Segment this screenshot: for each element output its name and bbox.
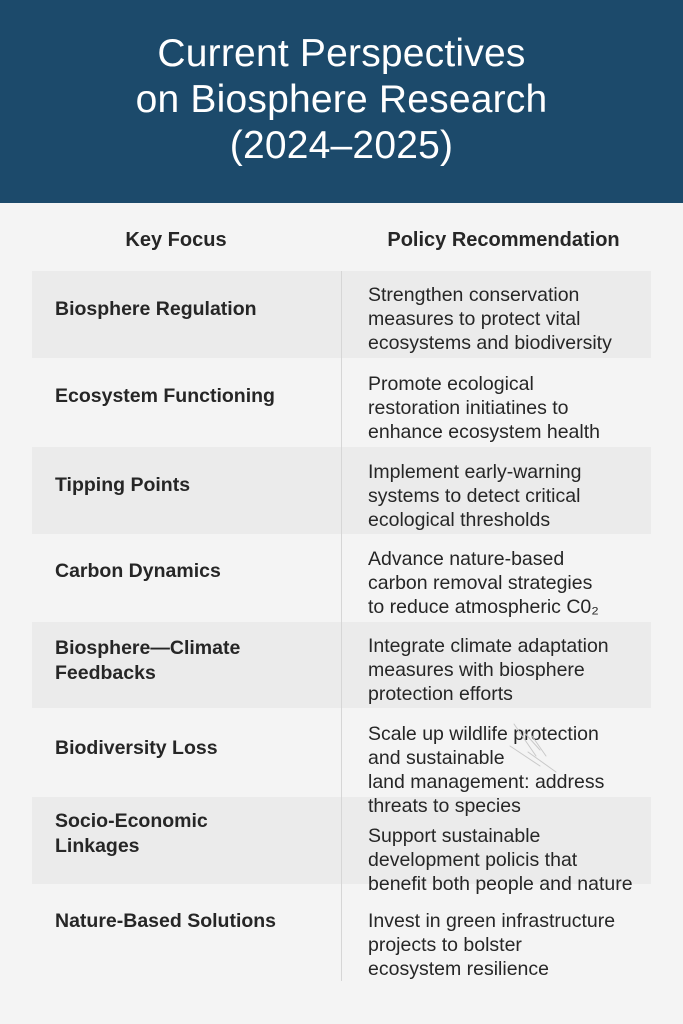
focus-text: Feedbacks <box>55 662 156 684</box>
table-row-7-policy <box>368 824 633 896</box>
focus-text: Carbon Dynamics <box>55 560 221 582</box>
policy-line: Strengthen conservation <box>368 284 580 306</box>
policy-line: enhance ecosystem health <box>368 421 600 443</box>
table-row-3-focus <box>55 473 190 498</box>
table-row-2-focus <box>55 384 275 409</box>
policy-line: measures with biosphere <box>368 659 585 681</box>
policy-line: to reduce atmospheric C0₂ <box>368 596 599 618</box>
table-row-6-policy <box>368 722 604 818</box>
focus-text: Ecosystem Functioning <box>55 385 275 407</box>
table-row-6-focus <box>55 736 218 761</box>
table-row-1-focus <box>55 297 257 322</box>
title-line-2: on Biosphere Research <box>135 77 548 121</box>
policy-line: restoration initiatines to <box>368 397 569 419</box>
policy-line: measures to protect vital <box>368 308 581 330</box>
policy-line: Advance nature-based <box>368 548 565 570</box>
table-row-8-focus <box>55 909 276 934</box>
policy-line: ecosystems and biodiversity <box>368 332 612 354</box>
policy-line: ecological thresholds <box>368 509 551 531</box>
table-row-5-policy <box>368 634 609 706</box>
table-row-1-policy <box>368 283 612 355</box>
title-banner <box>0 0 683 203</box>
policy-line: ecosystem resilience <box>368 958 549 980</box>
table-row-8-policy <box>368 909 615 981</box>
table-row-3-policy <box>368 460 582 532</box>
column-header-key-focus: Key Focus <box>125 229 227 251</box>
table-row-2-policy <box>368 372 600 444</box>
focus-text: Tipping Points <box>55 474 191 496</box>
policy-line: Scale up wildlife protection <box>368 723 599 745</box>
policy-line: land management: address <box>368 771 605 793</box>
policy-line: carbon removal strategies <box>368 572 593 594</box>
focus-text: Linkages <box>55 835 140 857</box>
policy-line: Integrate climate adaptation <box>368 635 609 657</box>
policy-line: threats to species <box>368 795 521 817</box>
policy-line: systems to detect critical <box>368 485 581 507</box>
page-title <box>136 31 548 169</box>
column-header-policy-recommendation: Policy Recommendation <box>387 229 620 251</box>
policy-line: Promote ecological <box>368 373 534 395</box>
title-line-1: Current Perspectives <box>157 31 526 75</box>
table-row-4-focus <box>55 559 221 584</box>
table-row-7-focus <box>55 809 208 859</box>
table-row-5-focus <box>55 636 240 686</box>
focus-text: Biosphere Regulation <box>55 298 257 320</box>
policy-line: benefit both people and nature <box>368 873 633 895</box>
column-divider <box>341 271 342 981</box>
policy-line: protection efforts <box>368 683 513 705</box>
policy-line: development policis that <box>368 849 578 871</box>
focus-text: Biodiversity Loss <box>55 737 218 759</box>
table-row-4-policy <box>368 547 599 619</box>
policy-line: and sustainable <box>368 747 505 769</box>
focus-text: Nature-Based Solutions <box>55 910 277 932</box>
policy-line: Implement early-warning <box>368 461 582 483</box>
focus-text: Biosphere—Climate <box>55 637 241 659</box>
policy-line: Support sustainable <box>368 825 541 847</box>
policy-line: Invest in green infrastructure <box>368 910 616 932</box>
policy-line: projects to bolster <box>368 934 522 956</box>
focus-text: Socio-Economic <box>55 810 208 832</box>
title-line-3: (2024–2025) <box>229 123 454 167</box>
